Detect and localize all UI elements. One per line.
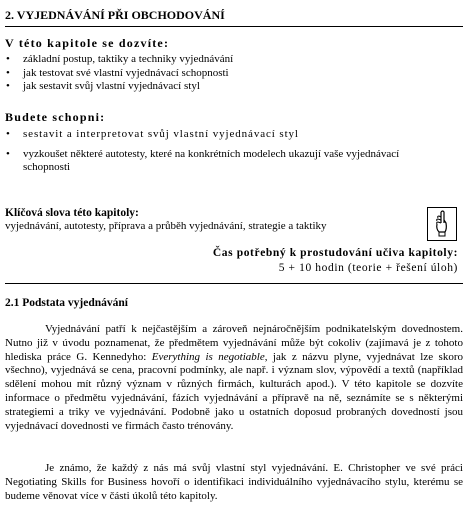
- paragraph-text: , jak z názvu plyne, vyjednávat lze skoro všechno), vyjednává se cena, pracovní podmínky, ale např. i význam slov, výpovědí a textů (například sdělení mohou mít různý význam v různých firmách, kulturách apod.). V této kapitole se dozvíte informace o předmětu vyjednávání, fázích vyjednávání a přípravě na ně, seznámíte se s některými strategiemi a triky ve vyjednávání. Podobně jako u ostatních doposud probraných dovedností jsou vyjednávací dovednosti ve firmách často trénovány.: [5, 350, 463, 432]
- list-item: • sestavit a interpretovat svůj vlastní vyjednávací styl: [5, 128, 443, 142]
- list-item: • jak testovat své vlastní vyjednávací schopnosti: [5, 67, 233, 81]
- list-item: • základní postup, taktiky a techniky vyjednávání: [5, 53, 233, 67]
- pointing-hand-icon: [428, 208, 456, 240]
- list-item: • jak sestavit svůj vlastní vyjednávací styl: [5, 80, 233, 94]
- chapter-title: 2. VYJEDNÁVÁNÍ PŘI OBCHODOVÁNÍ: [5, 8, 225, 22]
- margin-icon-box: [427, 207, 457, 241]
- study-time-value: 5 + 10 hodin (teorie + řešení úloh): [278, 262, 458, 274]
- learn-list: [5, 53, 233, 94]
- keywords-text: vyjednávání, autotesty, příprava a průběh vyjednávání, strategie a taktiky: [5, 220, 327, 232]
- skills-heading: Budete schopni:: [5, 110, 106, 124]
- paragraph-text: Vyjednávání patří k nejčastějším a zároveň nejnáročnějším podnikatelským dovednostem. Nutno již v úvodu poznamenat, že předmětem vyjednávání může být cokoliv (zajímavá je z tohoto hlediska práce G. Kennedyho:: [5, 323, 463, 363]
- section-title: 2.1 Podstata vyjednávání: [5, 297, 128, 309]
- paragraph: [5, 323, 463, 433]
- list-item: • vyzkoušet některé autotesty, které na konkrétních modelech ukazují vaše vyjednávací schopnosti: [5, 148, 443, 175]
- skills-list: [5, 128, 443, 175]
- paragraph: Je známo, že každý z nás má svůj vlastní styl vyjednávání. E. Christopher ve své práci Negotiating Skills for Business hovoří o identifikaci individuálního vyjednávacího stylu, kterému se budeme věnovat více v části úkolů této kapitoly.: [5, 462, 463, 502]
- book-title: Everything is negotiable: [151, 350, 265, 363]
- divider: [5, 283, 463, 284]
- keywords-heading: Klíčová slova této kapitoly:: [5, 207, 139, 219]
- study-time-heading: Čas potřebný k prostudování učiva kapitoly:: [212, 247, 458, 259]
- learn-heading: V této kapitole se dozvíte:: [5, 36, 170, 50]
- divider: [5, 26, 463, 27]
